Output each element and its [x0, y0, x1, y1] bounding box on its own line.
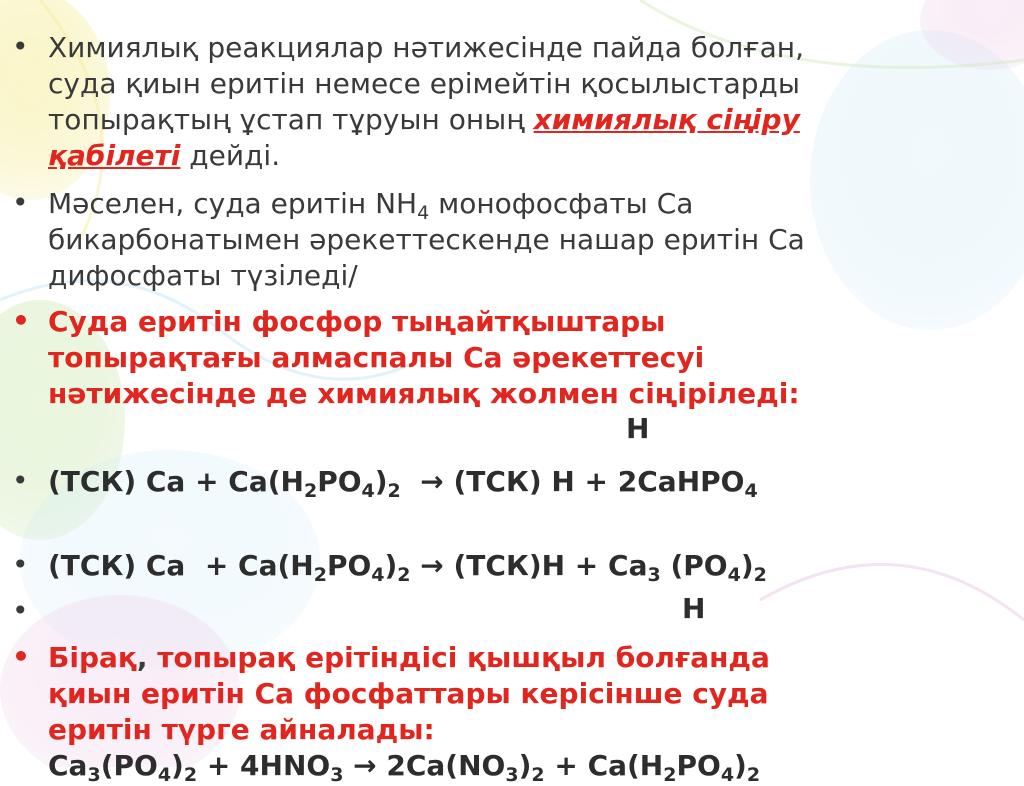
eq3-part: ) [518, 749, 532, 782]
p4-line3: еритін түрге айналады: [48, 713, 435, 746]
p2-line1 [48, 186, 1008, 222]
subscript: 2 [397, 564, 411, 586]
eq3-part: Са [48, 749, 88, 782]
subscript: 4 [727, 564, 741, 586]
eq1-part: ) [374, 465, 388, 498]
eq3-part: + 4НNO [197, 749, 331, 782]
subscript: 2 [303, 480, 318, 502]
p4-line1-a: Бірақ [48, 641, 137, 674]
p3-line1: Суда еритін фосфор тыңайтқыштары [48, 305, 666, 338]
subscript: 2 [746, 764, 761, 786]
bullet: • [12, 548, 29, 581]
eq3-part: ) [734, 749, 747, 782]
p4-comma: , [136, 641, 148, 674]
bullet: • [12, 304, 30, 337]
p1-line3 [48, 102, 1008, 138]
p2-line3: дифосфаты түзіледі/ [48, 259, 358, 292]
subscript: 2 [313, 564, 327, 586]
bullet: • [12, 464, 29, 497]
subscript: 4 [417, 202, 430, 224]
equation-3-text [48, 748, 1008, 784]
hydrogen-label-2: Н [682, 592, 706, 625]
p4-line1 [48, 640, 1008, 676]
eq3-part: ) [171, 749, 184, 782]
p4-line2: қиын еритін Са фосфаттары керісінше суда [48, 677, 769, 710]
eq1-part: (ТСК) Н + 2СаНРО [453, 465, 745, 498]
eq2-part: РО [326, 549, 372, 582]
subscript: 3 [505, 764, 519, 786]
p3-line3: нәтижесінде де химиялық жолмен сіңіріледі: [48, 377, 800, 410]
p2-line1-a: Мәселен, суда еритін NH [48, 187, 418, 220]
equation-2-text [48, 548, 1008, 584]
term-highlight-cont: қабілеті [48, 139, 181, 172]
eq1-part: РО [317, 465, 362, 498]
subscript: 4 [744, 480, 758, 502]
eq3-part: (РО [100, 749, 158, 782]
p1-line1: Химиялық реакциялар нәтижесінде пайда болған, [48, 31, 804, 64]
eq2-part: (РО [660, 549, 728, 582]
bullet: • [12, 640, 30, 673]
subscript: 2 [663, 764, 677, 786]
subscript: 4 [371, 564, 385, 586]
bullet: • [12, 30, 29, 63]
subscript: 4 [157, 764, 172, 786]
p2-line2: бикарбонатымен әрекеттескенде нашар еритін Са [48, 223, 805, 256]
hydrogen-label-1: Н [626, 412, 650, 445]
eq2-part: (ТСК)Н + Са [453, 549, 648, 582]
eq3-part: РО [676, 749, 721, 782]
p1-line4 [48, 138, 1008, 174]
eq3-part: → 2Са(NO [343, 749, 506, 782]
subscript: 2 [531, 764, 545, 786]
eq2-part: ) [384, 549, 398, 582]
subscript: 4 [720, 764, 735, 786]
reaction-arrow: → [410, 549, 454, 582]
subscript: 2 [183, 764, 198, 786]
subscript: 3 [330, 764, 344, 786]
eq1-part: (ТСК) Са + Са(Н [48, 465, 304, 498]
equation-1-text [48, 464, 1008, 500]
subscript: 2 [753, 564, 767, 586]
eq2-part: (ТСК) Са + Са(Н [48, 549, 314, 582]
p1-line3-text: топырақтың ұстап тұруын оның [48, 103, 534, 136]
p1-line4-text: дейді. [180, 139, 281, 172]
subscript: 3 [647, 564, 661, 586]
term-highlight: химиялық сіңіру [533, 103, 800, 136]
subscript: 2 [387, 480, 401, 502]
eq2-part: ) [740, 549, 754, 582]
p4-line1-b: топырақ ерітіндісі қышқыл болғанда [147, 641, 770, 674]
p3-line2: топырақтағы алмаспалы Са әрекеттесуі [48, 341, 705, 374]
eq3-part: + Са(Н [544, 749, 664, 782]
subscript: 4 [361, 480, 375, 502]
reaction-arrow: → [400, 465, 454, 498]
bullet: • [12, 186, 29, 219]
bullet: • [12, 594, 29, 627]
p1-line2: суда қиын еритін немесе ерімейтін қосылыстарды [48, 67, 800, 100]
p2-line1-b: монофосфаты Са [429, 187, 694, 220]
subscript: 3 [87, 764, 101, 786]
